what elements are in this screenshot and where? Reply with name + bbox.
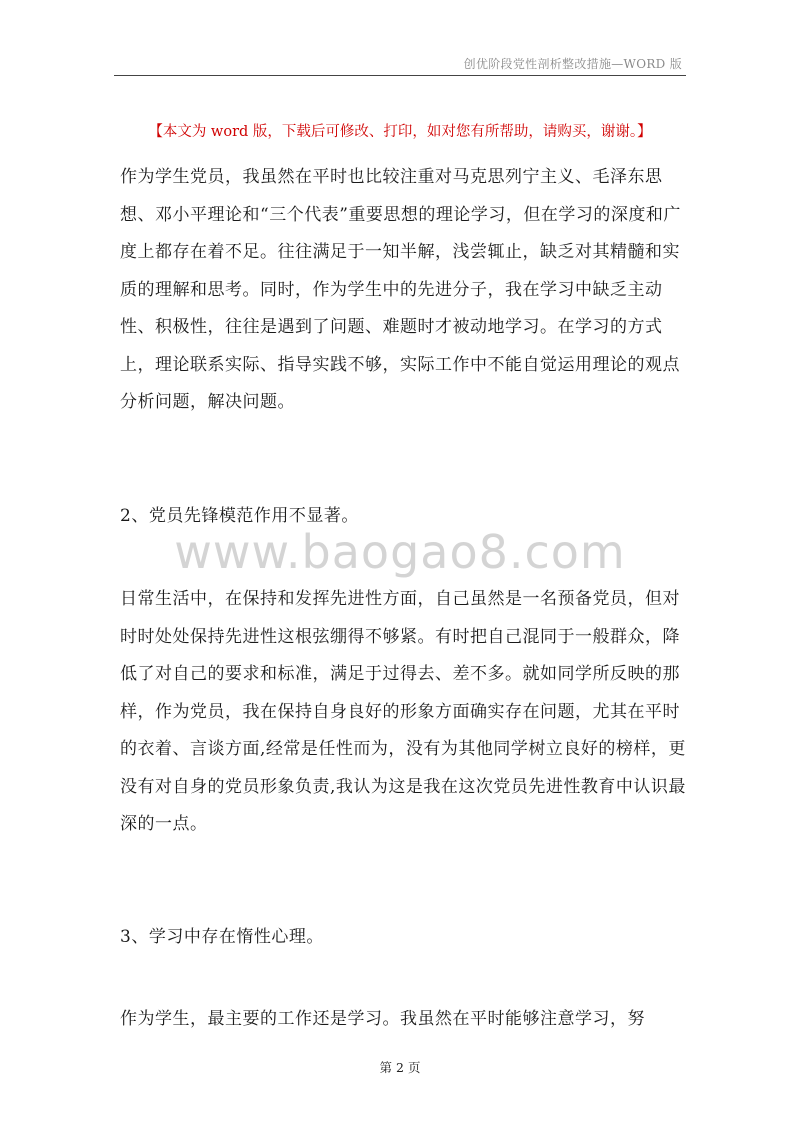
page-number: 第 2 页 (379, 1060, 421, 1075)
section-heading-2: 2、党员先锋模范作用不显著。 (120, 506, 359, 526)
paragraph-vanguard-role: 日常生活中，在保持和发挥先进性方面，自己虽然是一名预备党员，但对时时处处保持先进性这根弦绷得不够紧。有时把自己混同于一般群众，降低了对自己的要求和标准，满足于过得去、差不多。就如同学所反映的那样，作为党员，我在保持自身良好的形象方面确实存在问题，尤其在平时的衣着、言谈方面,经常是任性而为，没有为其他同学树立良好的榜样，更没有对自身的党员形象负责,我认为这是我在这次党员先进性教育中认识最深的一点。 (120, 589, 686, 834)
section-heading-3: 3、学习中存在惰性心理。 (120, 927, 324, 947)
header-title: 创优阶段党性剖析整改措施—WORD 版 (463, 57, 682, 71)
header-divider (114, 75, 686, 76)
watermark: www.baogao8.com (174, 525, 626, 579)
purchase-notice: 【本文为 word 版，下载后可修改、打印，如对您有所帮助，请购买，谢谢。】 (148, 124, 652, 140)
paragraph-learning-inertia: 作为学生，最主要的工作还是学习。我虽然在平时能够注意学习，努 (120, 1009, 645, 1029)
paragraph-study-deficiency: 作为学生党员，我虽然在平时也比较注重对马克思列宁主义、毛泽东思想、邓小平理论和“三个代表”重要思想的理论学习，但在学习的深度和广度上都存在着不足。往往满足于一知半解，浅尝辄止，缺乏对其精髓和实质的理解和思考。同时，作为学生中的先进分子，我在学习中缺乏主动性、积极性，往往是遇到了问题、难题时才被动地学习。在学习的方式上，理论联系实际、指导实践不够，实际工作中不能自觉运用理论的观点分析问题，解决问题。 (120, 167, 681, 412)
